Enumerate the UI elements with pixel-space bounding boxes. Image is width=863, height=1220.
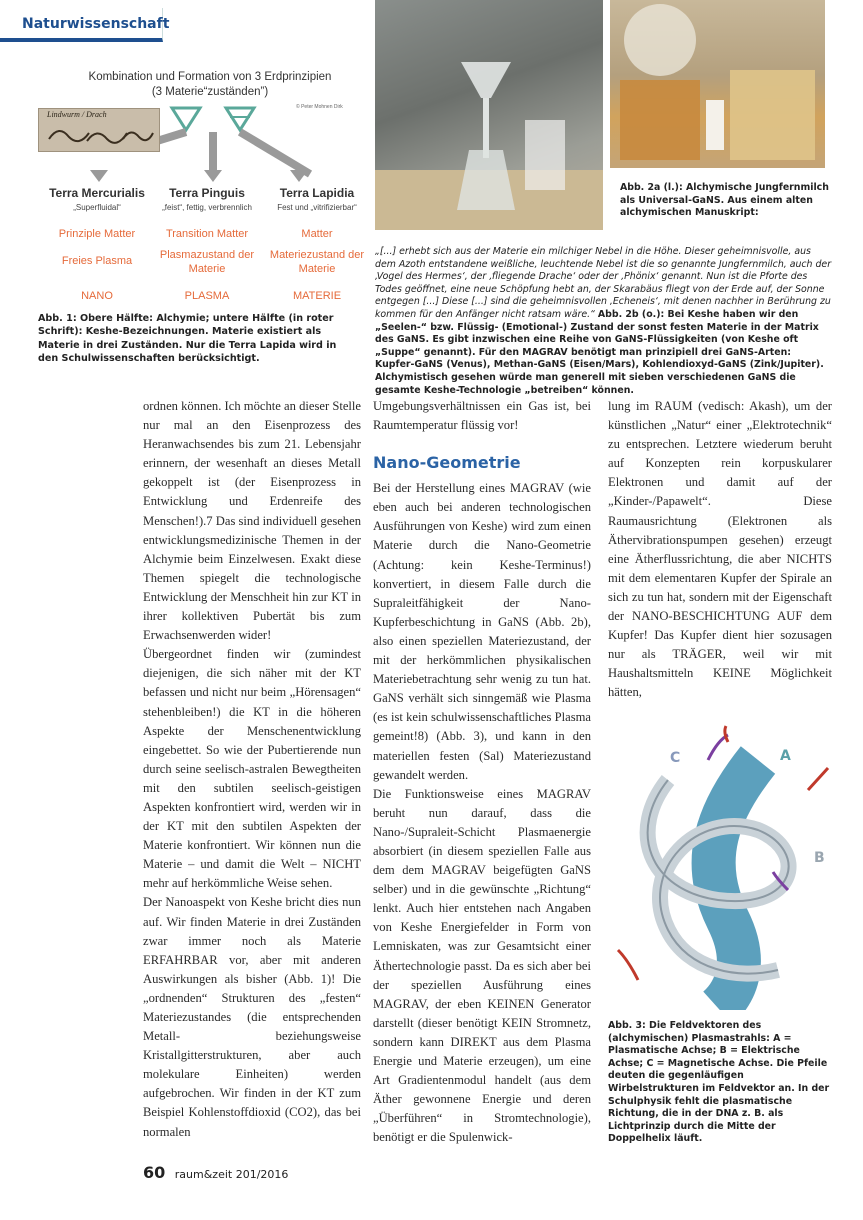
fig1-col2-red3: PLASMA [184,290,230,302]
fig1-credit: © Peter Mohnen Dirk [296,104,343,110]
col2-paragraph-1: Bei der Herstellung eines MAGRAV (wie eben auch bei anderen technologischen Ausführungen von Keshe) wird zum einen Materie durch die Nano-Geometrie (Achtung: kein Keshe-Terminus!) konvertiert, in diesem Falle durch die Supraleitfähigkeit der Nano-Kupferbeschichtung in GaNS (Abb. 2b), also einen speziellen Materiezustand, der mit der herkömmlichen physikalischen Materiebetrachtung sehr wenig zu tun hat. GaNS verhält sich sinngemäß wie Plasma (es ist kein schulwissenschaftliches Plasma gemeint!8) (Abb. 3), und kann in den materiellen festen (Sal) Materiezustand gewandelt werden. [373,481,591,782]
fig3-plasma-helix [608,720,833,1010]
page-number: 60 [143,1163,166,1182]
col1-paragraph-1: ordnen können. Ich möchte an dieser Stelle nur mal an den Eisenprozess des Heranwachsendes bis zum 21. Lebensjahr erinnern, der wesenhaft an dieses Metall gekoppelt ist (der Eisenprozess in Entwicklung und Erdenreife des Menschen!).7 Das sind individuell gesehen entwicklungsmedizinische Themen in der Alchymie beim Einzelwesen. Exakt diese Themen spiegelt die technologische Entwicklung der Menschheit hin zur KT in ihrer kollektiven Pubertät bis zum Erwachsenwerden wider! [143,399,361,643]
col3-paragraph: lung im RAUM (vedisch: Akash), um der künstlichen „Natur“ einer „Elektrotechnik“ zu entsprechen. Letztere wiederum beruht auf Konzepten rein korpuskularer Elektronen und damit auf der „Kinder-/Papawelt“. Diese Raumausrichtung (Elektronen als Äthervibrationspumpen gesehen) erzeugt eine Ätherflussrichtung, die aber NICHTS mit dem elementaren Kupfer der Spirale an sich zu tun hat, sondern mit der Eigenschaft der NANO-BESCHICHTUNG AUF dem Kupfer! Das Kupfer dient hier sozusagen nur als TRÄGER, weil wir mit Haushaltsmitteln KEINE Möglichkeit hätten, [608,399,832,700]
body-column-3 [608,397,832,715]
fig1-col2-red2: Plasmazustand der Materie [159,249,255,275]
body-column-2 [373,397,591,1147]
body-column-1 [143,397,361,1142]
fig1-arrows [60,132,320,182]
label-c: C [670,750,681,766]
photo-gans-liquids [610,0,825,168]
fig2a-caption-bold: Abb. 2a (l.): Alchymische Jungfernmilch als Universal-GaNS. Aus einem alten alchymischen Manuskript: [620,182,829,219]
fig2a-caption-quote: „[...] erhebt sich aus der Materie ein milchiger Nebel in die Höhe. Dieser geheimnisvolle, aus dem Azoth entstandene weißliche, leuchtende Nebel ist die so genannte Jungfernmilch, auch der ‚Vogel des Hermes‘, der ‚fliegende Drache‘ oder der ‚Phönix‘ genannt. Nun ist die Pforte des Todes geöffnet, eine neue Schöpfung hebt an, der Skarabäus fliegt von der Erde auf, der Sonne entgegen [...] Diese [...] sind die geheimnisvollen ‚Echeneis‘, mit denen nachher in Berührung zu kommen für den Anfänger nicht ratsam wäre.“ [375,246,832,320]
fig2b-caption: Abb. 2b (o.): Bei Keshe haben wir den „Seelen-“ bzw. Flüssig- (Emotional-) Zustand der sonst festen Materie in der Matrix des GaNS. Es gibt inzwischen eine Reihe von GaNS-Flüssigkeiten (von Keshe oft „Suppe“ genannt). Für den MAGRAV benötigt man prinzipiell drei GaNS-Arten: Kupfer-GaNS (Venus), Methan-GaNS (Eisen/Mars), Kohlendioxyd-GaNS (Zink/Jupiter). Alchymistisch gesehen würde man generell mit sieben verschiedenen GaNS die gesamte Keshe-Technologie „betreiben“ können. [375,308,824,396]
fig2-caption-body [375,246,833,397]
section-tab [0,8,170,42]
fig1-col3-red2: Materiezustand der Materie [269,249,365,275]
page-footer [143,1163,288,1182]
red-arrow-icon-2 [808,768,828,790]
fig1-title-line2: (3 Materie“zuständen”) [151,86,269,98]
fig1-col3-head: Terra Lapidia [279,186,355,200]
fig1-col2-red1: Transition Matter [165,228,249,240]
col2-intro: Umgebungsverhältnissen ein Gas ist, bei Raumtemperatur flüssig vor! [373,399,591,433]
fig1-col1-red1: Prinziple Matter [58,228,136,240]
fig1-col2-head: Terra Pinguis [169,186,245,200]
fig1-title [60,70,360,100]
fig1-caption: Abb. 1: Obere Hälfte: Alchymie; untere Hälfte (in roter Schrift): Keshe-Bezeichnungen. Materie existiert als Materie in drei Zuständen. Nur die Terra Lapida wird in den Schulwissenschaften berücksichtigt. [38,313,337,365]
red-arrow-icon-3 [618,950,638,980]
fig3-caption: Abb. 3: Die Feldvektoren des (alchymischen) Plasmastrahls: A = Plasmatische Achse; B = Elektrische Achse; C = Magnetische Achse. Die Pfeile deuten die gegenläufigen Wirbelstrukturen im Feldvektor an. In der Schulphysik fehlt die plasmatische Richtung, die in der DNA z. B. als Lichtprinzip durch die Mitte der Doppelhelix läuft. [608,1020,830,1145]
fig2-caption-top [620,182,830,220]
alchemy-image-label: Lindwurm / Drach [47,110,107,119]
fig1-col3-sub: Fest und „vitrifizierbar“ [277,203,357,212]
fig1-col1-head: Terra Mercurialis [49,186,145,200]
earth-triangle-icon [226,108,254,130]
water-triangle-icon [172,108,200,130]
gans-jars-drawing [610,0,825,168]
nano-geometrie-heading: Nano-Geometrie [373,453,521,473]
funnel-flask-drawing [375,0,603,230]
fig1-col3-red1: Matter [301,228,333,240]
fig1-col1-red2: Freies Plasma [61,255,133,267]
photo-alchemical-funnel [375,0,603,230]
fig1-col2-sub: „feist“, fettig, verbrennlich [162,203,252,212]
fig1-col3-red3: MATERIE [292,290,342,302]
label-b: B [814,850,825,866]
fig1-col1-red3: NANO [81,290,113,302]
col2-paragraph-2: Die Funktionsweise eines MAGRAV beruht nun darauf, dass die Nano-/Supraleit-Schicht Plasmaenergie absorbiert (in diesem speziellen Falle aus dem dem MAGRAV beigefügten GaNS selber) und in die gewünschte „Richtung“ lenkt. Auch hier entstehen nach Angaben von Keshe Energiefelder in Form von Lemniskaten, was zur Gesamtsicht einer Äthertechnologie passt. Da es sich aber bei der speziellen Ausführung eines MAGRAV, der eben KEINEN Generator darstellt (dieser benötigt KEIN Stromnetz, sondern kann DIREKT aus dem Plasma Energie und Materie erzeugen), um eine Art Gradientenmodul handelt (aus dem Äther gewonnene Energie und deren „Überführen“ in Stromtechnologie), benötigt er die Spulenwick- [373,786,591,1145]
magazine-issue: raum&zeit 201/2016 [174,1168,289,1181]
label-a: A [780,748,791,764]
helix-diagram [608,720,833,1010]
fig1-title-line1: Kombination und Formation von 3 Erdprinzipien [88,71,332,83]
red-arrow-icon [725,726,728,742]
col1-paragraph-2: Übergeordnet finden wir (zumindest diejenigen, die sich näher mit der KT befassen und nicht nur beim „Hörensagen“ stehenbleiben!) die KT in die höheren Aspekte der Menschenentwicklung eingebettet. So wie der Pubertierende nun durch seine seelisch-astralen Bewegtheiten mit den subtilen seelisch-geistigen Aspekten konfrontiert wird, werden wir in der KT mit den subtilen Aspekten der Materie konfrontiert. Wir können nun die Materie – und damit die Welt – NICHT mehr auf herkömmliche Weise sehen. [143,647,361,891]
section-label: Naturwissenschaft [22,16,170,32]
fig1-col1-sub: „Superfluidal“ [73,203,121,212]
col1-paragraph-3: Der Nanoaspekt von Keshe bricht dies nun auf. Wir finden Materie in drei Zuständen zwar immer noch als Materie ERFAHRBAR vor, aber mit anderen Auswirkungen als bisher (Abb. 1)! Die „ordnenden“ Strukturen des „festen“ Materiezustandes (die entsprechenden Metall- beziehungsweise Kristallgitterstrukturen, aber auch molekulare Einheiten) werden aufgebrochen. Wir finden in der KT zum Beispiel Kohlenstoffdioxid (CO2), das bei normalen [143,895,361,1139]
